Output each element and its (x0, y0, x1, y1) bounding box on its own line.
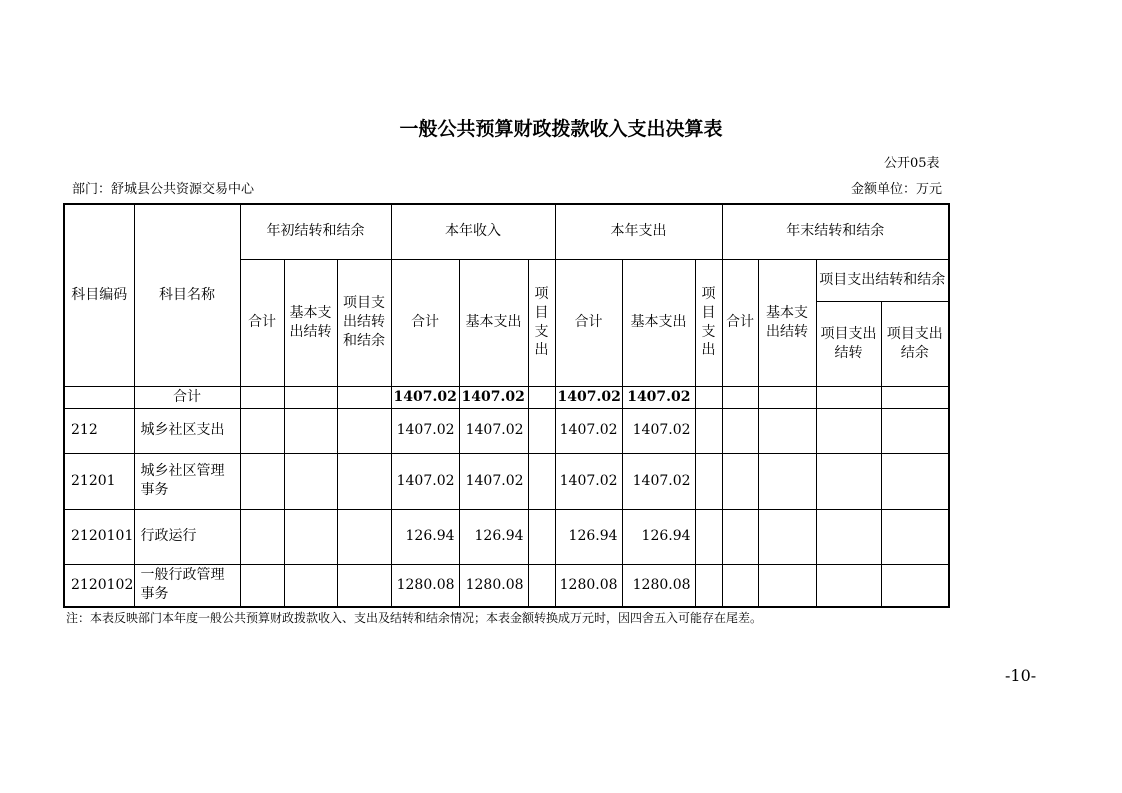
row-name: 城乡社区管理事务 (134, 453, 240, 509)
row-name: 行政运行 (134, 509, 240, 564)
header-income-total: 合计 (391, 259, 459, 386)
row-income-total: 1407.02 (391, 386, 459, 408)
table-note: 注：本表反映部门本年度一般公共预算财政拨款收入、支出及结转和结余情况；本表金额转换成万元时，因四舍五入可能存在尾差。 (66, 611, 763, 625)
row-income-total: 126.94 (391, 509, 459, 564)
header-income-basic: 基本支出 (459, 259, 528, 386)
header-code: 科目编码 (64, 204, 134, 386)
row-expense-total: 1407.02 (555, 408, 622, 453)
page-number: -10- (1005, 666, 1037, 685)
header-end-project-carry: 项目支出结转 (816, 301, 881, 386)
row-expense-basic: 1407.02 (622, 408, 695, 453)
header-name: 科目名称 (134, 204, 240, 386)
row-income-total: 1407.02 (391, 408, 459, 453)
budget-table (63, 203, 950, 608)
row-expense-total: 1407.02 (555, 386, 622, 408)
row-expense-basic: 1280.08 (622, 564, 695, 607)
header-begin-project-carry-balance: 项目支出结转和结余 (337, 259, 391, 386)
row-expense-total: 1407.02 (555, 453, 622, 509)
row-expense-total: 126.94 (555, 509, 622, 564)
row-income-basic: 126.94 (459, 509, 528, 564)
row-income-basic: 1407.02 (459, 453, 528, 509)
table-row (64, 386, 949, 408)
table-row (64, 408, 949, 453)
row-code (64, 386, 134, 408)
header-end-project-balance: 项目支出结余 (881, 301, 949, 386)
header-end-project-group: 项目支出结转和结余 (816, 259, 949, 301)
page-title: 一般公共预算财政拨款收入支出决算表 (399, 118, 723, 140)
row-expense-total: 1280.08 (555, 564, 622, 607)
header-income-project: 项目支出 (528, 259, 555, 386)
header-end-total: 合计 (722, 259, 758, 386)
row-income-basic: 1407.02 (459, 386, 528, 408)
row-name: 一般行政管理事务 (134, 564, 240, 607)
header-begin-basic-carry: 基本支出结转 (284, 259, 337, 386)
header-group-income: 本年收入 (391, 204, 555, 259)
header-expense-project: 项目支出 (695, 259, 722, 386)
row-code: 212 (64, 408, 134, 453)
header-begin-total: 合计 (240, 259, 284, 386)
table-row (64, 509, 949, 564)
row-expense-basic: 126.94 (622, 509, 695, 564)
row-income-total: 1407.02 (391, 453, 459, 509)
row-name: 城乡社区支出 (134, 408, 240, 453)
header-group-expense: 本年支出 (555, 204, 722, 259)
header-group-end: 年末结转和结余 (722, 204, 949, 259)
header-expense-basic: 基本支出 (622, 259, 695, 386)
row-name: 合计 (134, 386, 240, 408)
header-end-basic-carry: 基本支出结转 (758, 259, 816, 386)
row-code: 21201 (64, 453, 134, 509)
row-income-total: 1280.08 (391, 564, 459, 607)
table-row (64, 564, 949, 607)
row-expense-basic: 1407.02 (622, 453, 695, 509)
row-income-basic: 1407.02 (459, 408, 528, 453)
department-label: 部门：舒城县公共资源交易中心 (72, 182, 255, 197)
form-code: 公开05表 (884, 156, 940, 171)
unit-label: 金额单位：万元 (851, 182, 943, 197)
header-row-1 (64, 204, 949, 259)
row-code: 2120101 (64, 509, 134, 564)
table-row (64, 453, 949, 509)
header-group-begin: 年初结转和结余 (240, 204, 391, 259)
row-income-basic: 1280.08 (459, 564, 528, 607)
row-expense-basic: 1407.02 (622, 386, 695, 408)
row-code: 2120102 (64, 564, 134, 607)
header-expense-total: 合计 (555, 259, 622, 386)
